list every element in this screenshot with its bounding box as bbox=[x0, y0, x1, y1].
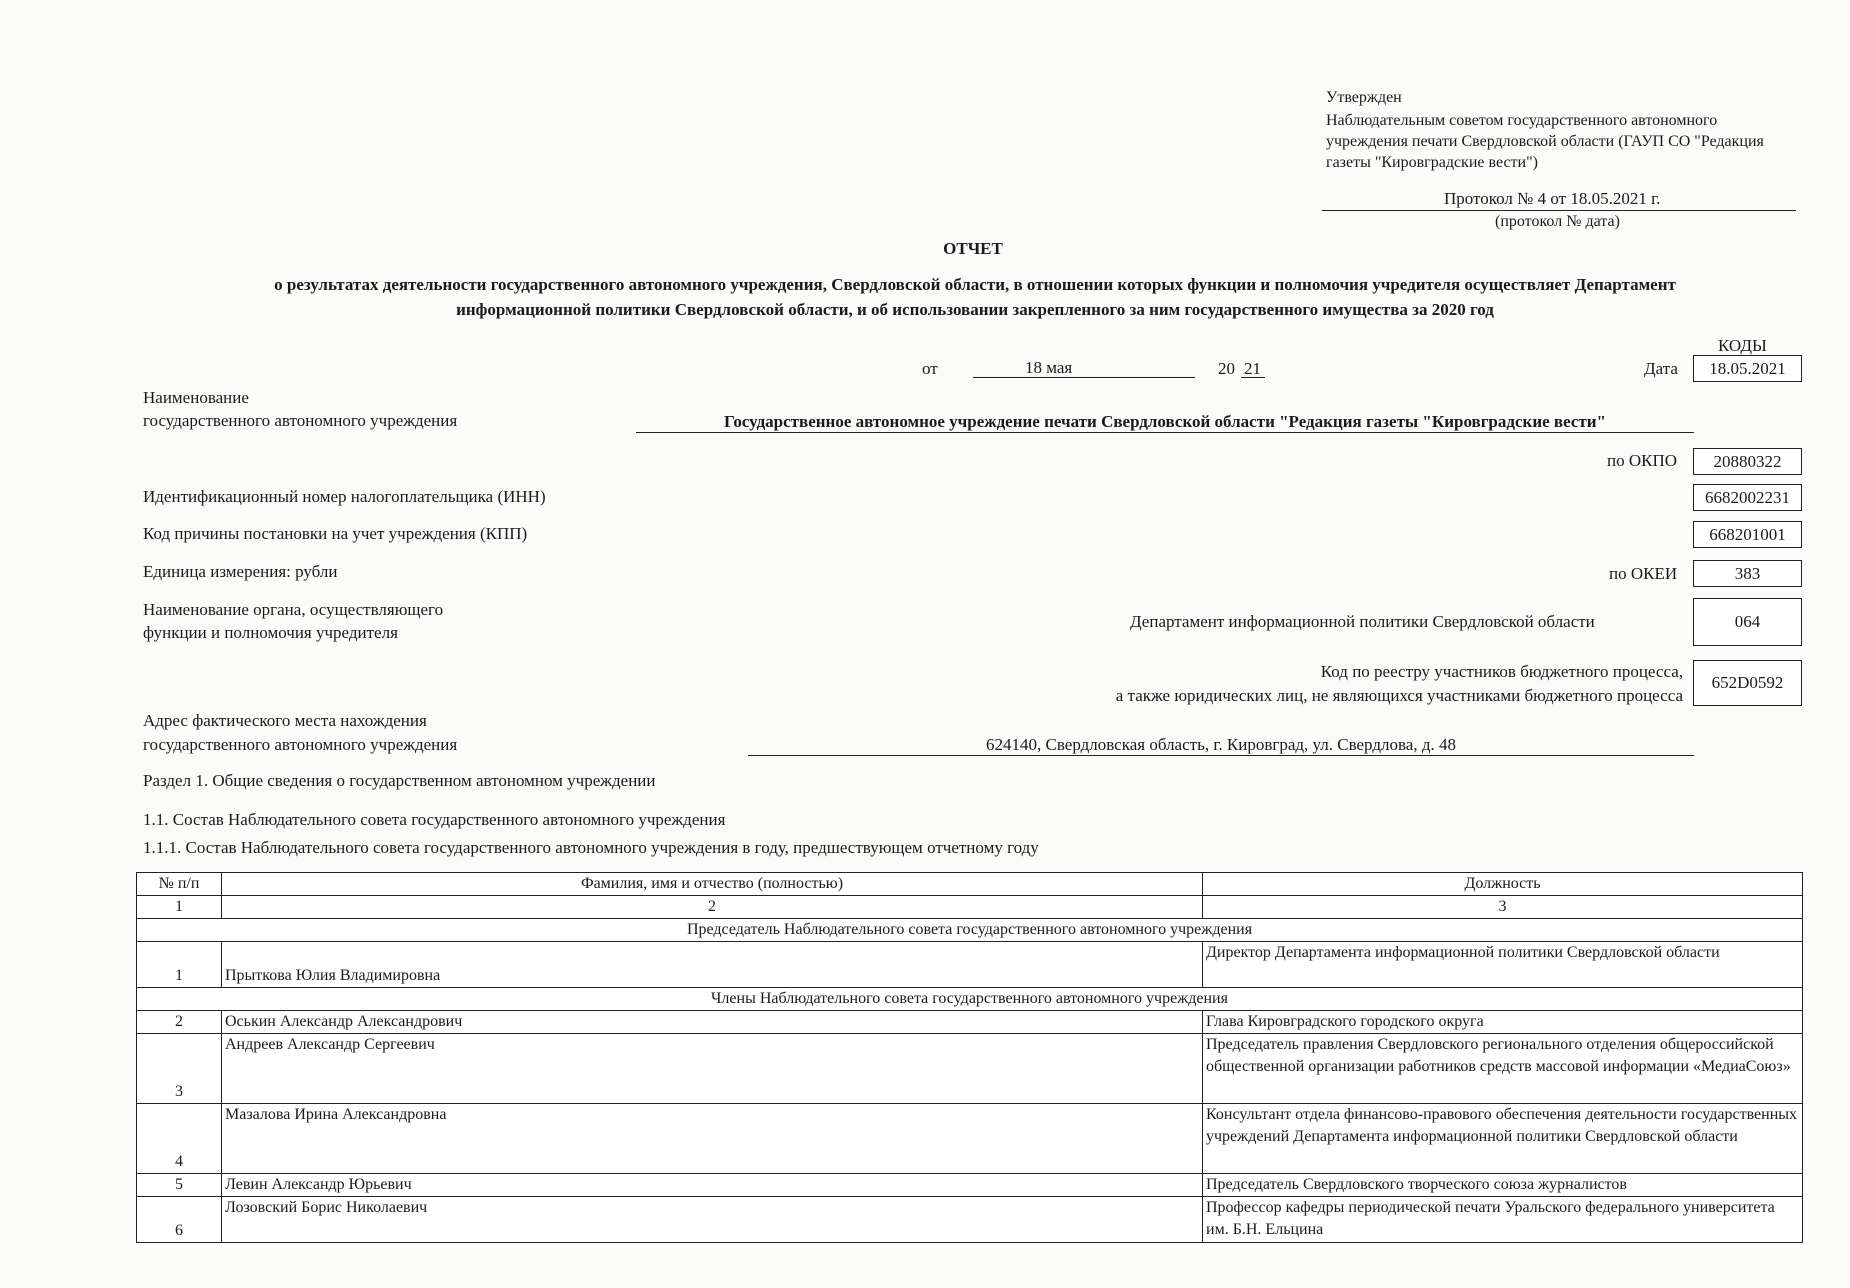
report-subtitle-line-1: о результатах деятельности государственного автономного учреждения, Свердловской области, в отношении которых функции и полномочия учредителя осуществляет Департамент bbox=[274, 275, 1676, 294]
organ-label-2: функции и полномочия учредителя bbox=[143, 623, 398, 642]
protocol-underline bbox=[1322, 210, 1796, 211]
table-row bbox=[137, 1034, 1803, 1104]
column-number-2: 2 bbox=[222, 896, 1203, 919]
okpo-code-box: 20880322 bbox=[1693, 448, 1802, 475]
section-1-title: Раздел 1. Общие сведения о государственном автономном учреждении bbox=[143, 771, 656, 790]
date-year-suffix: 21 bbox=[1244, 359, 1261, 378]
table-row bbox=[137, 942, 1803, 988]
inn-label: Идентификационный номер налогоплательщика (ИНН) bbox=[143, 487, 546, 506]
registry-label-1: Код по реестру участников бюджетного процесса, bbox=[1320, 662, 1683, 681]
member-name: Прыткова Юлия Владимировна bbox=[222, 942, 1203, 988]
member-name: Лозовский Борис Николаевич bbox=[222, 1197, 1203, 1243]
institution-name-underline bbox=[636, 432, 1694, 433]
report-heading: ОТЧЕТ bbox=[943, 239, 1003, 258]
table-row bbox=[137, 1104, 1803, 1174]
header-full-name: Фамилия, имя и отчество (полностью) bbox=[222, 873, 1203, 896]
approval-line-1: Утвержден bbox=[1326, 89, 1402, 106]
table-column-numbers-row bbox=[137, 896, 1803, 919]
council-table bbox=[136, 872, 1803, 1243]
member-position: Профессор кафедры периодической печати Уральского федерального университета им. Б.Н. Ельцина bbox=[1203, 1197, 1803, 1243]
date-day-month: 18 мая bbox=[1025, 358, 1073, 377]
organ-code-box: 064 bbox=[1693, 598, 1802, 646]
row-number: 2 bbox=[137, 1011, 222, 1034]
protocol-text: Протокол № 4 от 18.05.2021 г. bbox=[1444, 189, 1661, 208]
report-subtitle-line-2: информационной политики Свердловской области, и об использовании закрепленного за ним государственного имущества за 2020 год bbox=[456, 300, 1494, 319]
date-year-prefix: 20 bbox=[1218, 359, 1235, 378]
approval-line-3: учреждения печати Свердловской области (ГАУП СО "Редакция bbox=[1326, 133, 1764, 150]
row-number: 3 bbox=[137, 1034, 222, 1104]
header-position: Должность bbox=[1203, 873, 1803, 896]
organ-label-1: Наименование органа, осуществляющего bbox=[143, 600, 444, 619]
row-number: 1 bbox=[137, 942, 222, 988]
organ-name: Департамент информационной политики Свердловской области bbox=[1130, 612, 1595, 631]
table-row bbox=[137, 1011, 1803, 1034]
name-label-1: Наименование bbox=[143, 388, 249, 407]
chair-group-label: Председатель Наблюдательного совета государственного автономного учреждения bbox=[137, 919, 1803, 942]
section-1-1-title: 1.1. Состав Наблюдательного совета государственного автономного учреждения bbox=[143, 810, 726, 829]
member-name: Андреев Александр Сергеевич bbox=[222, 1034, 1203, 1104]
member-name: Мазалова Ирина Александровна bbox=[222, 1104, 1203, 1174]
approval-line-4: газеты "Кировградские вести") bbox=[1326, 154, 1538, 171]
date-year-underline bbox=[1241, 377, 1265, 378]
row-number: 6 bbox=[137, 1197, 222, 1243]
institution-name: Государственное автономное учреждение печати Свердловской области "Редакция газеты "Кировградские вести" bbox=[724, 412, 1606, 431]
inn-code-box: 6682002231 bbox=[1693, 484, 1802, 511]
table-header-row bbox=[137, 873, 1803, 896]
column-number-1: 1 bbox=[137, 896, 222, 919]
header-number: № п/п bbox=[137, 873, 222, 896]
date-day-underline bbox=[973, 377, 1195, 378]
section-1-1-1-title: 1.1.1. Состав Наблюдательного совета государственного автономного учреждения в году, предшествующем отчетному году bbox=[143, 838, 1039, 857]
members-group-label: Члены Наблюдательного совета государственного автономного учреждения bbox=[137, 988, 1803, 1011]
protocol-caption: (протокол № дата) bbox=[1495, 213, 1620, 230]
address-label-2: государственного автономного учреждения bbox=[143, 735, 458, 754]
column-number-3: 3 bbox=[1203, 896, 1803, 919]
address-value: 624140, Свердловская область, г. Кировград, ул. Свердлова, д. 48 bbox=[986, 735, 1456, 754]
registry-code-box: 652D0592 bbox=[1693, 660, 1802, 706]
codes-header: КОДЫ bbox=[1718, 336, 1767, 355]
member-position: Директор Департамента информационной политики Свердловской области bbox=[1203, 942, 1803, 988]
address-label-1: Адрес фактического места нахождения bbox=[143, 711, 427, 730]
date-label: Дата bbox=[1644, 359, 1678, 378]
member-position: Глава Кировградского городского округа bbox=[1203, 1011, 1803, 1034]
approval-line-2: Наблюдательным советом государственного автономного bbox=[1326, 112, 1718, 129]
member-position: Консультант отдела финансово-правового обеспечения деятельности государственных учреждений Департамента информационной политики Свердловской области bbox=[1203, 1104, 1803, 1174]
row-number: 5 bbox=[137, 1174, 222, 1197]
registry-label-2: а также юридических лиц, не являющихся участниками бюджетного процесса bbox=[1115, 686, 1683, 705]
kpp-label: Код причины постановки на учет учреждения (КПП) bbox=[143, 524, 528, 543]
member-position: Председатель правления Свердловского регионального отделения общероссийской общественной организации работников средств массовой информации «МедиаСоюз» bbox=[1203, 1034, 1803, 1104]
name-label-2: государственного автономного учреждения bbox=[143, 411, 458, 430]
date-from-label: от bbox=[922, 359, 938, 378]
member-position: Председатель Свердловского творческого союза журналистов bbox=[1203, 1174, 1803, 1197]
chair-group-row bbox=[137, 919, 1803, 942]
okei-label: по ОКЕИ bbox=[1609, 564, 1678, 583]
member-name: Оськин Александр Александрович bbox=[222, 1011, 1203, 1034]
okpo-label: по ОКПО bbox=[1607, 451, 1678, 470]
member-name: Левин Александр Юрьевич bbox=[222, 1174, 1203, 1197]
address-underline bbox=[748, 755, 1694, 756]
okei-code-box: 383 bbox=[1693, 560, 1802, 587]
members-group-row bbox=[137, 988, 1803, 1011]
unit-label: Единица измерения: рубли bbox=[143, 562, 338, 581]
date-code-box: 18.05.2021 bbox=[1693, 355, 1802, 382]
table-row bbox=[137, 1197, 1803, 1243]
row-number: 4 bbox=[137, 1104, 222, 1174]
table-row bbox=[137, 1174, 1803, 1197]
kpp-code-box: 668201001 bbox=[1693, 521, 1802, 548]
